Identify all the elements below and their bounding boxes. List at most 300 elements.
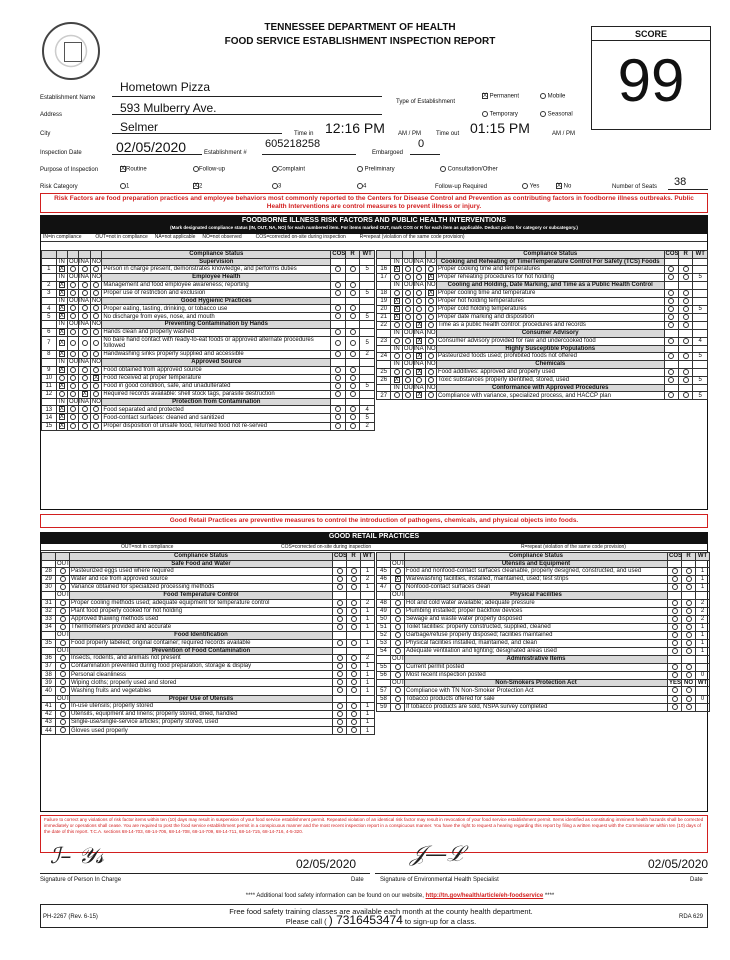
retail-item-row — [377, 695, 710, 703]
inspection-item-row — [377, 266, 708, 274]
item-description: Proper cold holding temperatures — [436, 305, 664, 313]
item-number: 51 — [377, 623, 391, 631]
inspection-item-row — [377, 392, 708, 400]
cos-mark — [668, 607, 682, 615]
item-description: Plumbing installed; proper backflow devices — [405, 607, 668, 615]
item-description: Water and ice from approved source — [70, 576, 333, 584]
retail-item-row — [42, 639, 375, 647]
status-in-mark: X — [391, 297, 402, 305]
status-in-mark — [391, 321, 402, 329]
seats-label: Number of Seats — [612, 184, 658, 190]
cos-mark — [333, 568, 347, 576]
cos-mark — [668, 568, 682, 576]
fbi-right-table — [376, 250, 708, 400]
establishment-no-label: Establishment # — [204, 150, 247, 156]
item-description: Compliance with variance, specialized process, and HACCP plan — [436, 392, 664, 400]
item-description: Adequate ventilation and lighting; designated areas used — [405, 648, 668, 656]
item-weight: 1 — [361, 703, 375, 711]
fbi-legend: IN=in compliance OUT=not in compliance NA=not applicable NO=not observed COS=corrected on-site during inspection R=repeat (violation of the same code provision) — [41, 234, 707, 242]
risk-3: 3 — [272, 183, 281, 191]
item-weight — [696, 703, 710, 711]
status-na-mark — [79, 382, 90, 390]
score-value: 99 — [617, 47, 685, 114]
cell — [345, 297, 360, 305]
item-description: Food separated and protected — [102, 406, 331, 414]
item-description: Plant food properly cooked for hot holding — [70, 607, 333, 615]
status-in-mark: X — [56, 382, 67, 390]
status-out-mark — [402, 392, 413, 400]
risk-2: X2 — [194, 183, 203, 190]
cell — [345, 321, 360, 329]
item-number: 30 — [42, 584, 56, 592]
cos-mark — [664, 289, 678, 297]
phone-number: ) 7316453474 — [328, 913, 403, 927]
cell — [682, 560, 696, 568]
status-in-mark: X — [391, 305, 402, 313]
cos-mark — [331, 313, 346, 321]
item-weight — [696, 687, 710, 695]
item-weight: 1 — [361, 711, 375, 719]
status-no-mark — [90, 366, 101, 374]
status-no-mark: X — [425, 274, 436, 282]
item-description: Compliance with TN Non-Smoker Protection Act — [405, 687, 668, 695]
col-wt: WT — [360, 251, 375, 259]
out-col-label: OUT — [57, 632, 70, 639]
out-mark: X — [391, 576, 405, 584]
status-col-label: OUT — [69, 297, 82, 304]
r-mark — [347, 727, 361, 735]
status-col-label: NA — [80, 398, 89, 405]
cell — [360, 274, 375, 282]
col-r: R — [678, 251, 692, 259]
inspection-date: 02/05/2020 — [116, 139, 187, 155]
inspection-item-row — [377, 353, 708, 361]
retail-item-row — [42, 623, 375, 631]
status-col-label: IN — [56, 359, 67, 367]
cos-mark — [331, 406, 346, 414]
out-mark — [391, 632, 405, 640]
r-mark — [345, 350, 360, 358]
status-col-label: NA — [415, 345, 424, 352]
out-mark — [391, 599, 405, 607]
item-number: 55 — [377, 663, 391, 671]
inspection-item-row — [377, 313, 708, 321]
cos-mark — [333, 687, 347, 695]
inspection-item-row — [377, 337, 708, 345]
category-heading: Cooking and Reheating of Time/Temperature Control For Safety (TCS) Foods — [436, 258, 664, 266]
r-mark — [678, 274, 692, 282]
item-number: 17 — [377, 274, 391, 282]
status-col-label: NO — [426, 258, 436, 265]
cell — [696, 656, 710, 664]
status-out-mark — [402, 337, 413, 345]
cell — [668, 656, 682, 664]
r-mark — [347, 584, 361, 592]
retail-item-row — [42, 727, 375, 735]
status-in-mark: X — [56, 350, 67, 358]
r-mark — [678, 266, 692, 274]
cos-mark — [331, 350, 346, 358]
status-in-mark: X — [56, 422, 67, 430]
out-mark — [391, 568, 405, 576]
cell — [333, 647, 347, 655]
item-number: 42 — [42, 711, 56, 719]
status-out-mark — [68, 281, 79, 289]
out-mark — [56, 711, 70, 719]
type-label: Type of Establishment — [396, 99, 456, 105]
cos-mark — [668, 584, 682, 592]
r-mark — [682, 615, 696, 623]
website-link[interactable]: http://tn.gov/health/article/eh-foodservice — [425, 893, 544, 899]
retail-item-row — [377, 584, 710, 592]
col-no: NO — [682, 679, 696, 687]
status-out-mark — [68, 406, 79, 414]
status-na-mark — [414, 274, 425, 282]
status-col-label: IN — [391, 384, 402, 392]
cell — [360, 297, 375, 305]
item-number: 47 — [377, 584, 391, 592]
cell — [664, 330, 678, 338]
out-col-label: OUT — [57, 695, 70, 702]
item-description: Proper cooking time and temperatures — [436, 266, 664, 274]
status-col-label: NO — [91, 274, 101, 281]
item-weight: 5 — [360, 382, 375, 390]
r-mark — [345, 374, 360, 382]
item-weight: 5 — [693, 353, 708, 361]
risk-4: 4 — [357, 183, 366, 191]
item-number: 36 — [42, 655, 56, 663]
cell — [377, 258, 391, 266]
cell — [696, 592, 710, 600]
status-na-mark — [79, 366, 90, 374]
r-mark — [347, 639, 361, 647]
item-description: Warewashing facilities, installed, maintained, used; test strips — [405, 576, 668, 584]
status-in-mark: X — [56, 266, 67, 274]
retail-item-row — [42, 703, 375, 711]
r-mark — [345, 289, 360, 297]
status-no-mark — [425, 353, 436, 361]
inspection-item-row — [377, 305, 708, 313]
pic-date: 02/05/2020 — [296, 857, 357, 871]
out-col-label: OUT — [392, 679, 405, 686]
cos-mark — [333, 671, 347, 679]
r-mark — [345, 328, 360, 336]
purpose-followup: Follow-up — [193, 166, 225, 174]
item-weight: 1 — [361, 568, 375, 576]
item-weight: 4 — [360, 406, 375, 414]
status-out-mark — [68, 313, 79, 321]
item-number: 59 — [377, 703, 391, 711]
item-weight: 2 — [361, 599, 375, 607]
status-out-mark — [402, 313, 413, 321]
cos-mark — [331, 305, 346, 313]
item-weight: 1 — [361, 584, 375, 592]
cell — [377, 345, 391, 353]
item-weight: 1 — [361, 679, 375, 687]
item-number: 44 — [42, 727, 56, 735]
status-no-mark: X — [425, 289, 436, 297]
r-mark — [345, 382, 360, 390]
inspection-item-row — [42, 390, 375, 398]
item-description: Time as a public health control: procedures and records — [436, 321, 664, 329]
cell — [345, 258, 360, 266]
item-weight: 2 — [696, 607, 710, 615]
cell — [347, 560, 361, 568]
purpose-preliminary: Preliminary — [357, 166, 395, 174]
r-mark — [682, 703, 696, 711]
status-no-mark — [90, 350, 101, 358]
r-mark — [678, 289, 692, 297]
purpose-routine: XRoutine — [121, 166, 147, 173]
status-no-mark — [90, 313, 101, 321]
item-description: In-use utensils; properly stored — [70, 703, 333, 711]
cell — [331, 359, 346, 367]
cos-mark — [331, 281, 346, 289]
item-description: Handwashing sinks properly supplied and accessible — [102, 350, 331, 358]
time-out-ampm: AM / PM — [552, 131, 576, 137]
item-weight: 1 — [696, 640, 710, 648]
category-heading: Cooling and Holding, Date Marking, and Time as a Public Health Control — [436, 282, 664, 290]
r-mark — [678, 353, 692, 361]
out-col-label: OUT — [392, 560, 405, 567]
retail-item-row — [377, 703, 710, 711]
cos-mark — [664, 297, 678, 305]
cell — [360, 398, 375, 406]
status-col-label: NA — [415, 282, 424, 289]
retail-item-row — [377, 615, 710, 623]
status-out-mark — [402, 376, 413, 384]
item-number: 6 — [42, 328, 57, 336]
type-seasonal: Seasonal — [540, 111, 573, 119]
status-out-mark — [402, 305, 413, 313]
status-col-label: IN — [391, 361, 402, 369]
retail-item-row — [377, 632, 710, 640]
inspection-item-row — [42, 266, 375, 274]
item-weight — [360, 390, 375, 398]
cos-mark — [333, 584, 347, 592]
item-weight: 1 — [696, 632, 710, 640]
address-label: Address — [40, 112, 63, 118]
status-na-mark — [79, 350, 90, 358]
time-in: 12:16 PM — [325, 120, 385, 136]
item-weight: 1 — [696, 623, 710, 631]
item-description: If tobacco products are sold, NSPA survey completed — [405, 703, 668, 711]
item-number: 48 — [377, 599, 391, 607]
cell — [693, 384, 708, 392]
item-number: 57 — [377, 687, 391, 695]
item-description: Utensils, equipment and linens; properly stored, dried, handled — [70, 711, 333, 719]
status-na-mark: X — [414, 337, 425, 345]
cell — [42, 560, 56, 568]
item-number: 29 — [42, 576, 56, 584]
status-col-label: OUT — [69, 321, 82, 328]
cell — [360, 258, 375, 266]
status-out-mark — [402, 353, 413, 361]
col-yes: YES — [669, 679, 682, 686]
cell — [333, 560, 347, 568]
item-number: 8 — [42, 350, 57, 358]
r-mark — [345, 313, 360, 321]
status-col-label: NO — [91, 359, 101, 366]
score-label: SCORE — [592, 27, 710, 41]
r-mark — [678, 297, 692, 305]
item-weight: 1 — [361, 719, 375, 727]
item-number: 21 — [377, 313, 391, 321]
cos-mark — [668, 599, 682, 607]
status-in-mark: X — [56, 336, 67, 350]
status-out-mark — [68, 382, 79, 390]
item-number: 1 — [42, 266, 57, 274]
col-r: R — [682, 553, 696, 561]
cell — [68, 251, 79, 259]
fbi-left-table — [41, 250, 375, 431]
item-description: Food received at proper temperature — [102, 374, 331, 382]
status-in-mark: X — [391, 266, 402, 274]
status-no-mark — [425, 376, 436, 384]
item-description: No discharge from eyes, nose, and mouth — [102, 313, 331, 321]
item-description: Food additives: approved and properly used — [436, 368, 664, 376]
cell — [678, 282, 692, 290]
cos-mark — [668, 623, 682, 631]
out-col-label: OUT — [57, 560, 70, 567]
item-description: Consumer advisory provided for raw and undercooked food — [436, 337, 664, 345]
purpose-label: Purpose of Inspection — [40, 167, 99, 173]
cell — [678, 258, 692, 266]
cos-mark — [664, 392, 678, 400]
r-mark — [347, 599, 361, 607]
out-mark — [56, 576, 70, 584]
out-mark — [56, 639, 70, 647]
out-col-label: OUT — [57, 647, 70, 654]
inspection-item-row — [42, 328, 375, 336]
cell — [377, 592, 391, 600]
cell — [345, 398, 360, 406]
status-col-label: IN — [56, 258, 67, 266]
status-no-mark — [90, 382, 101, 390]
r-mark — [345, 422, 360, 430]
cell — [678, 361, 692, 369]
item-weight: 2 — [361, 655, 375, 663]
cell — [664, 258, 678, 266]
type-temporary: Temporary — [482, 111, 518, 119]
inspection-item-row — [42, 422, 375, 430]
cell — [693, 330, 708, 338]
status-na-mark — [79, 289, 90, 297]
retail-item-row — [42, 663, 375, 671]
status-na-mark — [414, 313, 425, 321]
cell — [664, 384, 678, 392]
status-col-label: NO — [91, 297, 101, 304]
status-na-mark: X — [414, 353, 425, 361]
item-number: 52 — [377, 632, 391, 640]
cell — [693, 282, 708, 290]
category-heading: Approved Source — [102, 359, 331, 367]
r-mark — [682, 599, 696, 607]
cell — [42, 297, 57, 305]
col-wt: WT — [696, 679, 710, 687]
inspection-item-row — [377, 289, 708, 297]
item-weight: 1 — [361, 663, 375, 671]
cell — [42, 553, 56, 561]
status-in-mark: X — [391, 313, 402, 321]
inspection-item-row — [42, 366, 375, 374]
cell — [678, 330, 692, 338]
item-weight: 1 — [361, 607, 375, 615]
status-out-mark — [68, 390, 79, 398]
seats-value: 38 — [674, 176, 687, 188]
inspection-item-row — [42, 313, 375, 321]
item-description: Current permit posted — [405, 663, 668, 671]
pic-signature: ℐ– 𝒴𝓈 — [50, 844, 104, 869]
inspection-date-label: Inspection Date — [40, 150, 82, 156]
inspection-item-row — [42, 382, 375, 390]
cell — [664, 345, 678, 353]
status-in-mark — [391, 337, 402, 345]
item-number: 28 — [42, 568, 56, 576]
cos-mark — [664, 266, 678, 274]
pic-label: Signature of Person In Charge — [40, 877, 122, 883]
r-mark — [345, 406, 360, 414]
status-col-label: NO — [91, 321, 101, 328]
item-number: 32 — [42, 607, 56, 615]
item-number: 43 — [42, 719, 56, 727]
item-description: Food in good condition, safe, and unadulterated — [102, 382, 331, 390]
cell — [361, 695, 375, 703]
item-description: Required records available: shell stock tags, parasite destruction — [102, 390, 331, 398]
item-description: Washing fruits and vegetables — [70, 687, 333, 695]
retail-item-row — [42, 576, 375, 584]
item-number: 22 — [377, 321, 391, 329]
cell — [377, 679, 391, 687]
grp-legend: OUT=not in compliance COS=corrected on-site during inspection R=repeat (violation of the same code provision) — [41, 544, 707, 551]
r-mark — [682, 607, 696, 615]
status-in-mark: X — [56, 305, 67, 313]
item-description: Single-use/single-service articles; properly stored, used — [70, 719, 333, 727]
cos-mark — [668, 632, 682, 640]
item-description: Wiping cloths; properly used and stored — [70, 679, 333, 687]
status-out-mark — [68, 414, 79, 422]
status-na-mark — [79, 281, 90, 289]
city: Selmer — [120, 120, 159, 134]
cell — [664, 282, 678, 290]
inspection-item-row — [42, 305, 375, 313]
item-number: 49 — [377, 607, 391, 615]
status-in-mark: X — [56, 366, 67, 374]
status-in-mark — [391, 392, 402, 400]
item-weight — [693, 368, 708, 376]
cell — [693, 258, 708, 266]
item-number: 39 — [42, 679, 56, 687]
status-no-mark — [90, 281, 101, 289]
status-col-label: OUT — [403, 384, 417, 391]
col-wt: WT — [693, 251, 708, 259]
r-mark — [682, 687, 696, 695]
status-col-label: IN — [56, 274, 67, 282]
cos-mark — [333, 679, 347, 687]
status-out-mark — [68, 305, 79, 313]
cos-mark — [333, 639, 347, 647]
item-weight: 2 — [696, 599, 710, 607]
status-no-mark — [425, 321, 436, 329]
out-mark — [56, 727, 70, 735]
item-weight — [360, 374, 375, 382]
compliance-status-header: Compliance Status — [102, 251, 331, 259]
out-mark — [391, 687, 405, 695]
status-na-mark — [79, 313, 90, 321]
item-number: 4 — [42, 305, 57, 313]
cell — [360, 359, 375, 367]
retail-item-row — [42, 607, 375, 615]
